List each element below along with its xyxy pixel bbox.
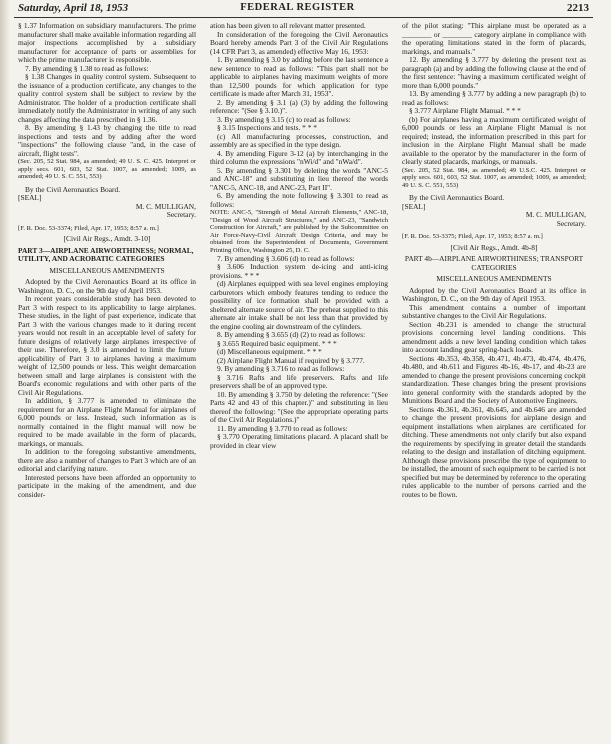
paragraph: In consideration of the foregoing the Civil Aeronautics Board hereby amends Part 3 of the Civil Air Regulations (14 CFR Part 3, as amended) effective May 16, 1953: <box>210 29 388 56</box>
paragraph: (b) For airplanes having a maximum certificated weight of 6,000 pounds or less an Airplane Flight Manual is not required; instead, the information prescribed in this part for inclusion in the Airplane Flight Manual shall be made available to the operator by the manufacturer in the form of clearly stated placards, markings, or manuals. <box>402 114 586 166</box>
paragraph: 7. By amending § 1.38 to read as follows: <box>25 63 149 73</box>
paragraph: Sections 4b.353, 4b.358, 4b.471, 4b.473, 4b.474, 4b.476, 4b.480, and 4b.611 and Figures 4b-16, 4b-17, and 4b-23 are amended to change the present provisions concerning cockpit standardization. These changes bring the present provisions into general conformity with the standards adopted by the Munitions Board and the Society of Automotive Engineers. <box>402 353 586 406</box>
paragraph: Interested persons have been afforded an opportunity to participate in the making of the amendment, and due consider- <box>18 472 196 499</box>
doc-filing: [F. R. Doc. 53-3375; Filed, Apr. 17, 1953; 8:57 a. m.] <box>402 233 543 241</box>
board-signoff: By the Civil Aeronautics Board. <box>409 193 505 203</box>
part-title: PART 4b—AIRPLANE AIRWORTHINESS; TRANSPORT CATEGORIES <box>404 254 584 272</box>
header-page-number: 2213 <box>567 2 589 14</box>
paragraph: 12. By amending § 3.777 by deleting the present text as paragraph (a) and by adding the following clause at the end of the first sentence: "having a maximum certificated weight of more than 6,000 pounds." <box>402 55 586 90</box>
section-heading: § 3.15 Inspections and tests. * * * <box>217 123 317 132</box>
column-2 <box>210 22 388 740</box>
paragraph: (2) Airplane Flight Manual if required by § 3.777. <box>217 355 365 365</box>
note: NOTE: ANC-5, "Strength of Metal Aircraft Elements," ANC-18, "Design of Wood Aircraft Structures," and ANC-23, "Sandwich Construction for Aircraft," are published by the Subcommittee on Air Force-Navy-Civil Aircraft Design Criteria, and may be obtained from the Superintendent of Documents, Government Printing Office, Washington 25, D. C. <box>210 209 388 254</box>
paragraph: 6. By amending the note following § 3.301 to read as follows: <box>210 191 388 209</box>
page-binding-shadow <box>0 0 10 744</box>
paragraph: 4. By amending Figure 3-12 (a) by interchanging in the third column the expressions "nWi/d" and "nWa/d". <box>210 148 388 166</box>
header-date: Saturday, April 18, 1953 <box>18 2 129 14</box>
paragraph: § 1.37 Information on subsidiary manufacturers. The prime manufacturer shall make available information regarding all major inspections accomplished by a subsidiary manufacturer for acceptance of parts or assemblies for which the prime manufacturer is responsible. <box>18 22 196 64</box>
seal-label: [SEAL] <box>18 193 42 203</box>
paragraph: 5. By amending § 3.301 by deleting the words "ANC-5 and ANC-18" and substituting in lieu thereof the words "ANC-5, ANC-18, and ANC-23, Part II". <box>210 165 388 192</box>
signer-title: Secretary. <box>556 218 586 228</box>
header-title: FEDERAL REGISTER <box>240 2 355 13</box>
paragraph: 8. By amending § 1.43 by changing the title to read inspections and tests and by adding after the word "inspections" the following clause "and, in the case of aircraft, flight tests". <box>18 123 196 158</box>
section-heading: MISCELLANEOUS AMENDMENTS <box>436 274 552 284</box>
regs-reference: [Civil Air Regs., Amdt. 3-10] <box>63 234 151 244</box>
paragraph: 1. By amending § 3.0 by adding before the last sentence a new sentence to read as follows: "This part shall not be applicable to airplanes having maximum weights of more than 12,500 pounds for which application for type certificate is made after March 31, 1953". <box>210 55 388 98</box>
paragraph: § 1.38 Changes in quality control system. Subsequent to the issuance of a production certificate, any changes to the quality control system shall be subject to review by the Administrator. The holder of a production certificate shall immediately notify the Administrator in writing of any such changes affecting the data prescribed in § 1.36. <box>18 72 196 124</box>
paragraph: ation has been given to all relevant matter presented. <box>210 22 366 30</box>
paragraph: Sections 4b.361, 4b.361, 4b.645, and 4b.646 are amended to change the present provisions for airplane design and equipment installations when airplanes are certificated for ditching. These amendments not only clarify but also expand the requirements by specifying in greater detail the standards relating to the design and installation of ditching equipment. Although these provisions prescribe the type of equipment to be installed, the amount of such equipment to be carried is not specified but may be determined by reference to the operating rules applicable to the number of persons carried and the routes to be flown. <box>402 404 586 499</box>
signer-title: Secretary. <box>166 210 196 220</box>
paragraph: 2. By amending § 3.1 (a) (3) by adding the following reference: "(See § 3.10.)". <box>210 97 388 115</box>
column-3 <box>402 22 586 740</box>
paragraph: In addition, § 3.777 is amended to eliminate the requirement for an Airplane Flight Manual for airplanes of 6,000 pounds or less. Instead, such information as is normally contained in the flight manual will now be required to be made available in the form of placards, markings, or manuals. <box>18 396 196 448</box>
header-rule <box>14 17 593 18</box>
citation: (Sec. 205, 52 Stat. 984, as amended; 49 U. S. C. 425. Interpret or apply secs. 601, 603, 52 Stat. 1007, as amended; 1009, as amended; 49 U. S. C. 551, 553) <box>18 158 196 181</box>
column-1 <box>18 22 196 740</box>
paragraph: 7. By amending § 3.606 (d) to read as follows: <box>217 253 355 263</box>
paragraph: 13. By amending § 3.777 by adding a new paragraph (b) to read as follows: <box>402 89 586 107</box>
paragraph: Section 4b.231 is amended to change the structural provisions concerning level landing conditions. This amendment adds a new level landing condition which takes into account landing gear spring-back loads. <box>402 319 586 355</box>
citation: (Sec. 205, 52 Stat. 984, as amended; 49 U.S.C. 425. Interpret or apply secs. 601, 603, 52 Stat. 1007, as amended; 1009, as amended; 49 U. S. C. 551, 553) <box>402 166 586 189</box>
regs-reference: [Civil Air Regs., Amdt. 4b-8] <box>450 242 538 252</box>
section-heading: § 3.655 Required basic equipment. * * * <box>217 338 337 348</box>
part-title: PART 3—AIRPLANE AIRWORTHINESS; NORMAL, UTILITY, AND ACROBATIC CATEGORIES <box>18 245 194 264</box>
paragraph: (d) Miscellaneous equipment. * * * <box>217 347 322 357</box>
paragraph: In addition to the foregoing substantive amendments, there are also a number of changes to Part 3 which are of an editorial and clarifying nature. <box>18 447 196 474</box>
section-heading: MISCELLANEOUS AMENDMENTS <box>49 265 165 275</box>
section-heading: § 3.777 Airplane Flight Manual. * * * <box>409 106 521 115</box>
seal-label: [SEAL] <box>402 201 426 211</box>
board-signoff: By the Civil Aeronautics Board. <box>25 184 121 194</box>
signer-name: M. C. MULLIGAN, <box>525 210 586 220</box>
paragraph: 8. By amending § 3.655 (d) (2) to read as follows: <box>217 330 366 340</box>
paragraph: 10. By amending § 3.750 by deleting the reference: "(See Parts 42 and 43 of this chapter.)" and substituting in lieu thereof the following: "(See the appropriate operating parts of the Civil Air Regulations.)" <box>210 389 388 425</box>
page-header <box>6 2 589 18</box>
paragraph: 11. By amending § 3.770 to read as follows: <box>217 423 348 433</box>
paragraph: (c) All manufacturing processes, construction, and assembly are as specified in the type design. <box>210 131 388 149</box>
paragraph: of the pilot stating: "This airplane must be operated as a ________ or ________ category airplane in compliance with the operating limitations stated in the form of placards, markings, and manuals." <box>402 22 586 56</box>
paragraph: Adopted by the Civil Aeronautics Board at its office in Washington, D. C., on the 9th day of April 1953. <box>18 277 196 295</box>
paragraph: Adopted by the Civil Aeronautics Board at its office in Washington, D. C., on the 9th day of April 1953. <box>402 285 586 304</box>
paragraph: § 3.716 Rafts and life preservers. Rafts and life preservers shall be of an approved type. <box>210 372 388 391</box>
section-heading: § 3.606 Induction system de-icing and anti-icing provisions. * * * <box>210 262 388 280</box>
paragraph: § 3.770 Operating limitations placard. A placard shall be provided in clear view <box>210 432 388 450</box>
paragraph: In recent years considerable study has been devoted to Part 3 with respect to its applicability to large airplanes. These studies, in the light of past experience, indicate that Part 3 with the various changes made to it during recent years would not result in an acceptable level of safety for future designs of relatively large airplanes irrespective of their use. Therefore, § 3.0 is amended to limit the future applicability of Part 3 to airplanes having a maximum weight of 12,500 pounds or less. This weight demarcation between small and large airplanes is consistent with the Board's economic regulations and with other parts of the Civil Air Regulations. <box>18 294 196 397</box>
paragraph: This amendment contains a number of important substantive changes to the Civil Air Regulations. <box>402 302 586 321</box>
paragraph: 9. By amending § 3.716 to read as follows: <box>217 364 345 374</box>
paragraph: 3. By amending § 3.15 (c) to read as follows: <box>217 114 351 124</box>
doc-filing: [F. R. Doc. 53-3374; Filed, Apr. 17, 1953; 8:57 a. m.] <box>18 224 159 232</box>
paragraph: (d) Airplanes equipped with sea level engines employing carburetors which embody features tending to reduce the possibility of ice formation shall be provided with a sheltered alternate source of air. The preheat supplied to this alternate air intake shall be not less than that provided by the engine cooling air downstream of the cylinders. <box>210 279 388 331</box>
signer-name: M. C. MULLIGAN, <box>135 201 196 211</box>
